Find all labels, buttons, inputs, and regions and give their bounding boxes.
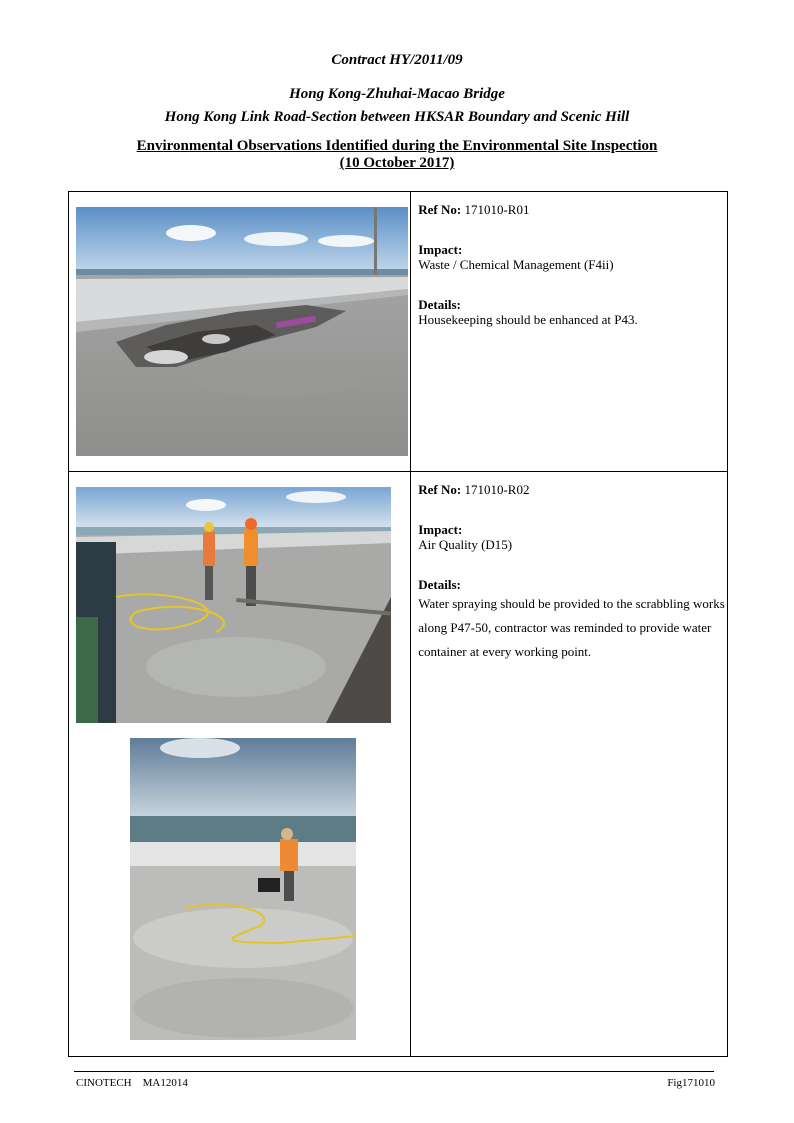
document-date: (10 October 2017) — [339, 155, 455, 171]
footer-company: CINOTECH MA12014 — [76, 1077, 188, 1089]
footer-divider — [74, 1071, 714, 1072]
details-label: Details: — [418, 577, 461, 592]
photo-cell — [69, 472, 411, 1057]
site-photo-worker-scrabbling — [130, 738, 356, 1040]
ref-label: Ref No: — [418, 482, 462, 497]
project-name: Hong Kong-Zhuhai-Macao Bridge — [289, 86, 505, 102]
details-text: Housekeeping should be enhanced at P43. — [418, 312, 638, 327]
ref-number: 171010-R02 — [464, 482, 530, 497]
details-label: Details: — [418, 297, 461, 312]
observation-details — [411, 192, 728, 472]
site-photo-scrabbling-workers — [76, 487, 391, 723]
observation-row — [69, 192, 728, 472]
observations-table — [68, 191, 728, 1057]
observation-details — [411, 472, 728, 1057]
site-photo-waste-debris — [76, 207, 408, 456]
photo-cell — [69, 192, 411, 472]
impact-text: Waste / Chemical Management (F4ii) — [418, 257, 614, 272]
details-text: Water spraying should be provided to the scrabbling works along P47-50, contractor was reminded to provide water container at every working point. — [418, 596, 725, 659]
impact-label: Impact: — [418, 242, 463, 257]
section-name: Hong Kong Link Road-Section between HKSAR Boundary and Scenic Hill — [164, 109, 630, 125]
contract-number: Contract HY/2011/09 — [331, 52, 463, 68]
document-title: Environmental Observations Identified during the Environmental Site Inspection — [136, 138, 658, 154]
observation-row — [69, 472, 728, 1057]
impact-label: Impact: — [418, 522, 463, 537]
ref-number: 171010-R01 — [464, 202, 530, 217]
ref-label: Ref No: — [418, 202, 462, 217]
impact-text: Air Quality (D15) — [418, 537, 513, 552]
footer-figure-number: Fig171010 — [667, 1077, 715, 1089]
